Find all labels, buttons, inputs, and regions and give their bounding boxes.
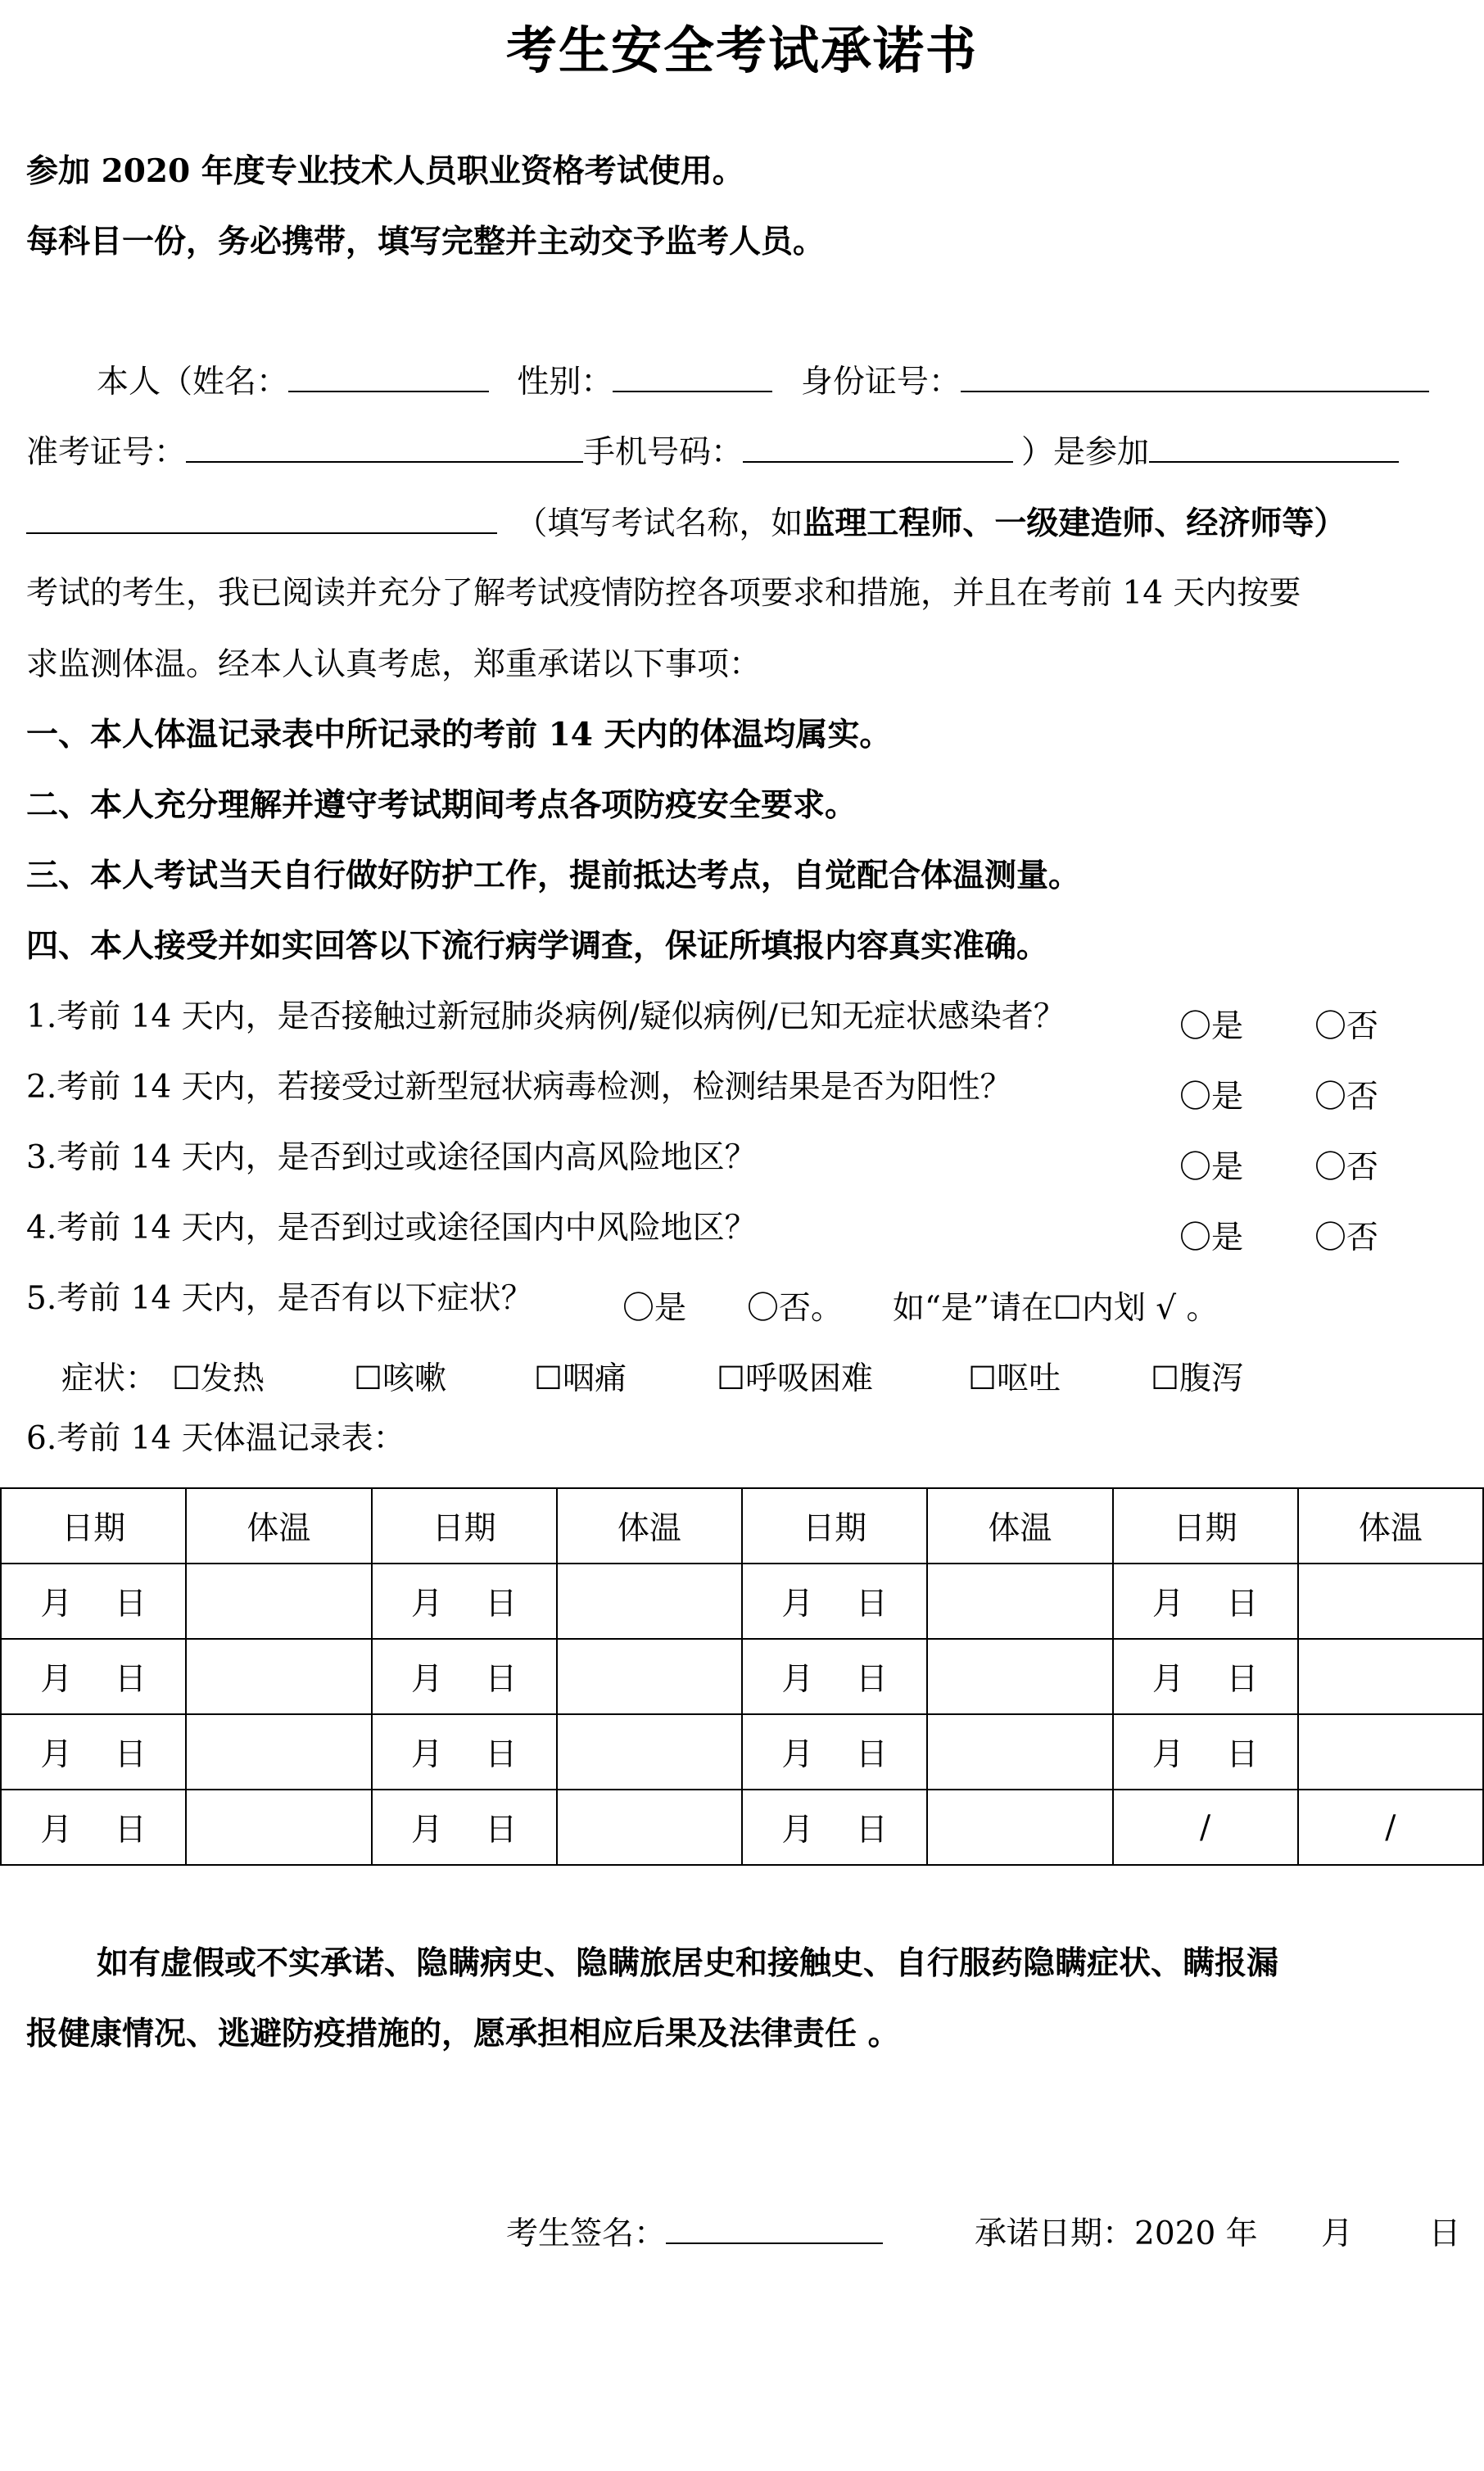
q5-hint: 如“是”请在☐内划 √ 。 xyxy=(893,1290,1219,1327)
q4-yes-option[interactable]: 〇是 xyxy=(1179,1220,1244,1256)
date-cell[interactable]: 月 日 xyxy=(372,1639,557,1714)
ticket-number-field[interactable] xyxy=(186,437,583,463)
form-line-2 xyxy=(26,434,1399,471)
statement-line-2: 求监测体温。经本人认真考虑，郑重承诺以下事项： xyxy=(26,646,762,683)
id-number-field[interactable] xyxy=(961,366,1429,392)
temp-cell[interactable] xyxy=(557,1790,742,1865)
temperature-record-table xyxy=(0,1487,1484,1866)
gender-label: 性别： xyxy=(517,364,613,401)
date-cell[interactable]: 月 日 xyxy=(1,1639,186,1714)
commitment-date xyxy=(975,2208,1461,2254)
ticket-label: 准考证号： xyxy=(26,434,187,471)
temp-cell[interactable] xyxy=(927,1790,1112,1865)
table-row xyxy=(1,1790,1483,1865)
temp-cell[interactable] xyxy=(557,1714,742,1790)
date-cell[interactable]: 月 日 xyxy=(1113,1639,1298,1714)
temp-cell[interactable] xyxy=(927,1564,1112,1639)
table-row xyxy=(1,1639,1483,1714)
q5-no-option[interactable]: 〇否。 xyxy=(747,1290,844,1327)
question-4: 4.考前 14 天内，是否到过或途径国内中风险地区？ xyxy=(26,1210,757,1247)
temp-cell[interactable] xyxy=(186,1564,371,1639)
date-day: 日 xyxy=(1428,2215,1461,2252)
commitment-4: 四、本人接受并如实回答以下流行病学调查，保证所填报内容真实准确。 xyxy=(26,927,1049,965)
commitment-1: 一、本人体温记录表中所记录的考前 14 天内的体温均属实。 xyxy=(26,716,892,754)
date-cell[interactable]: 月 日 xyxy=(742,1714,927,1790)
q4-no-option[interactable]: 〇否 xyxy=(1314,1220,1379,1256)
slash-cell: / xyxy=(1113,1790,1298,1865)
intro-line-2: 每科目一份，务必携带，填写完整并主动交予监考人员。 xyxy=(26,223,826,260)
temp-cell[interactable] xyxy=(186,1639,371,1714)
header-date: 日期 xyxy=(1113,1488,1298,1564)
date-cell[interactable]: 月 日 xyxy=(372,1790,557,1865)
date-cell[interactable]: 月 日 xyxy=(742,1790,927,1865)
date-cell[interactable]: 月 日 xyxy=(1,1714,186,1790)
q3-yes-option[interactable]: 〇是 xyxy=(1179,1149,1244,1186)
temp-cell[interactable] xyxy=(557,1564,742,1639)
date-cell[interactable]: 月 日 xyxy=(1113,1714,1298,1790)
phone-field[interactable] xyxy=(743,437,1013,463)
date-cell[interactable]: 月 日 xyxy=(742,1564,927,1639)
signature-row xyxy=(506,2208,883,2254)
date-cell[interactable]: 月 日 xyxy=(1,1564,186,1639)
table-header-row xyxy=(1,1488,1483,1564)
q5-yes-option[interactable]: 〇是 xyxy=(622,1290,687,1327)
date-month: 月 xyxy=(1321,2215,1354,2252)
question-6: 6.考前 14 天体温记录表： xyxy=(26,1420,405,1457)
symptom-fever[interactable]: ☐发热 xyxy=(172,1360,265,1397)
header-temp: 体温 xyxy=(557,1488,742,1564)
q1-yes-option[interactable]: 〇是 xyxy=(1179,1008,1244,1045)
closing-line-2: 报健康情况、逃避防疫措施的，愿承担相应后果及法律责任 。 xyxy=(26,2015,900,2052)
temp-cell[interactable] xyxy=(1298,1714,1483,1790)
header-temp: 体温 xyxy=(186,1488,371,1564)
signature-field[interactable] xyxy=(666,2218,883,2244)
exam-name-field-2[interactable] xyxy=(26,508,497,534)
date-cell[interactable]: 月 日 xyxy=(372,1714,557,1790)
header-date: 日期 xyxy=(1,1488,186,1564)
signature-label: 考生签名： xyxy=(506,2215,667,2252)
closing-line-1: 如有虚假或不实承诺、隐瞒病史、隐瞒旅居史和接触史、自行服药隐瞒症状、瞒报漏 xyxy=(97,1944,1279,1982)
table-row xyxy=(1,1714,1483,1790)
gender-field[interactable] xyxy=(613,366,772,392)
form-line-3 xyxy=(26,505,1346,542)
note-examples: 监理工程师、一级建造师、经济师等） xyxy=(803,505,1346,542)
symptoms-label: 症状： xyxy=(61,1360,158,1397)
name-label: 本人（姓名： xyxy=(97,364,289,401)
header-date: 日期 xyxy=(742,1488,927,1564)
commitment-2: 二、本人充分理解并遵守考试期间考点各项防疫安全要求。 xyxy=(26,786,857,824)
phone-label: 手机号码： xyxy=(583,434,744,471)
question-1: 1.考前 14 天内，是否接触过新冠肺炎病例/疑似病例/已知无症状感染者？ xyxy=(26,998,1065,1035)
temp-cell[interactable] xyxy=(186,1714,371,1790)
q3-no-option[interactable]: 〇否 xyxy=(1314,1149,1379,1186)
statement-line-1: 考试的考生，我已阅读并充分了解考试疫情防控各项要求和措施，并且在考前 14 天内按要 xyxy=(26,575,1301,612)
date-cell[interactable]: 月 日 xyxy=(372,1564,557,1639)
intro-line-1: 参加 2020 年度专业技术人员职业资格考试使用。 xyxy=(26,152,744,190)
table-row xyxy=(1,1564,1483,1639)
note-prefix: （填写考试名称，如 xyxy=(515,505,803,542)
temp-cell[interactable] xyxy=(927,1714,1112,1790)
header-temp: 体温 xyxy=(1298,1488,1483,1564)
question-2: 2.考前 14 天内，若接受过新型冠状病毒检测，检测结果是否为阳性？ xyxy=(26,1069,1012,1106)
exam-name-field-1[interactable] xyxy=(1149,437,1399,463)
temp-cell[interactable] xyxy=(186,1790,371,1865)
commitment-3: 三、本人考试当天自行做好防护工作，提前抵达考点，自觉配合体温测量。 xyxy=(26,857,1081,894)
slash-cell: / xyxy=(1298,1790,1483,1865)
participate-text: ）是参加 xyxy=(1021,434,1150,471)
temp-cell[interactable] xyxy=(557,1639,742,1714)
symptom-cough[interactable]: ☐咳嗽 xyxy=(354,1360,446,1397)
q2-yes-option[interactable]: 〇是 xyxy=(1179,1079,1244,1116)
id-label: 身份证号： xyxy=(800,364,961,401)
date-label: 承诺日期：2020 年 xyxy=(975,2215,1258,2252)
temp-cell[interactable] xyxy=(1298,1639,1483,1714)
temp-cell[interactable] xyxy=(1298,1564,1483,1639)
symptom-diarrhea[interactable]: ☐腹泻 xyxy=(1151,1360,1243,1397)
q2-no-option[interactable]: 〇否 xyxy=(1314,1079,1379,1116)
symptom-sore-throat[interactable]: ☐咽痛 xyxy=(534,1360,627,1397)
document-title: 考生安全考试承诺书 xyxy=(505,20,978,80)
date-cell[interactable]: 月 日 xyxy=(1,1790,186,1865)
symptom-breathing-difficulty[interactable]: ☐呼吸困难 xyxy=(717,1360,873,1397)
q1-no-option[interactable]: 〇否 xyxy=(1314,1008,1379,1045)
temp-cell[interactable] xyxy=(927,1639,1112,1714)
date-cell[interactable]: 月 日 xyxy=(742,1639,927,1714)
name-field[interactable] xyxy=(288,366,489,392)
symptom-vomiting[interactable]: ☐呕吐 xyxy=(968,1360,1061,1397)
form-line-1 xyxy=(97,364,1429,401)
header-date: 日期 xyxy=(372,1488,557,1564)
question-5: 5.考前 14 天内，是否有以下症状？ xyxy=(26,1280,533,1317)
header-temp: 体温 xyxy=(927,1488,1112,1564)
date-cell[interactable]: 月 日 xyxy=(1113,1564,1298,1639)
question-3: 3.考前 14 天内，是否到过或途径国内高风险地区？ xyxy=(26,1139,757,1176)
